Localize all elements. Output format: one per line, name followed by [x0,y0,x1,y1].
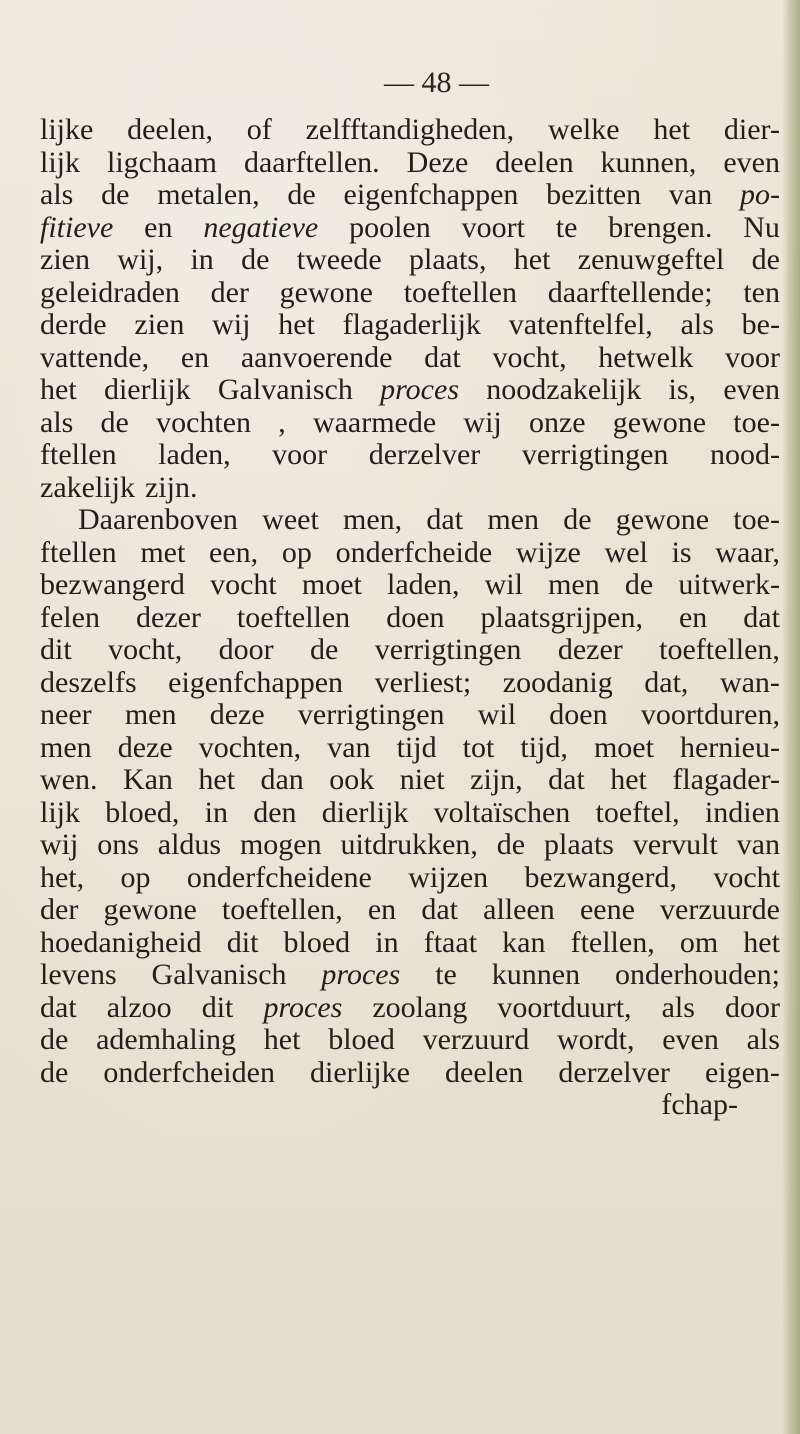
word: gewone [279,275,373,309]
word: het [653,113,691,146]
word: men [40,730,92,764]
word: nood- [709,438,780,471]
text-line [40,342,780,375]
word: zijn, [470,763,523,796]
word: door [218,633,274,666]
word: Kan [122,763,173,796]
word: een, [209,535,259,569]
text-line [40,504,780,537]
word: verzuurd [422,1023,530,1056]
word: ligchaam [107,145,217,179]
text-line [40,537,780,570]
word: ons [97,828,139,861]
word: dat [426,503,464,536]
word: zakelijk [40,470,135,504]
word: als [661,990,695,1024]
word: alzoo [106,990,172,1024]
word: uitwerk- [678,568,780,601]
word: de [40,1055,69,1089]
word: toeftellen [236,600,351,634]
word: is [671,535,692,569]
word: onderfcheiden [103,1055,275,1089]
word: fitieve [40,210,114,244]
word: voortduurt, [497,990,632,1024]
word: om [679,925,719,959]
word: van [327,730,371,764]
word: vocht, [492,340,567,374]
word: metalen, [157,178,260,211]
text-line [40,374,780,407]
word: dat, [644,665,689,699]
word: als [746,1023,780,1056]
word: deze [209,698,265,731]
word: deze [117,730,173,764]
word: het [743,925,780,959]
word: zijn. [144,470,198,504]
word: de [751,243,780,276]
word: dat [421,893,458,926]
word: zoodanig [502,665,613,699]
word: en [678,600,708,634]
word: toeftellen, [659,633,780,666]
word: dit [226,925,259,959]
word: men [124,698,177,731]
word: te [435,958,457,991]
text-line [40,667,780,700]
word: wel [604,535,648,569]
word: bloed, [105,795,180,829]
word: de [40,1023,69,1056]
word: brengen. [608,210,713,244]
text-line [40,992,780,1025]
word: verrigtingen [374,633,522,666]
word: men [548,568,600,601]
word: ten [743,275,780,309]
word: wij [40,828,79,861]
word: weet [262,503,319,536]
word: voltaïschen [433,795,571,829]
word: deelen [445,1055,524,1089]
page-number: — 48 — [384,66,489,99]
word: verliest; [374,665,472,699]
word: mogen [239,828,322,861]
text-line [40,732,780,765]
word: eigenfchappen [168,665,344,699]
word: hetwelk [598,340,694,374]
word: dierlijke [310,1055,410,1089]
word: toeftellen [403,275,517,309]
text-line [40,602,780,635]
word: dezer [135,600,201,634]
word: in [375,925,399,959]
word: dier- [723,113,780,146]
word: zelfftandigheden, [305,113,515,146]
word: zien [134,308,185,341]
word: de [310,633,339,666]
word: daarftellende; [547,275,713,309]
word: het [40,373,77,406]
word: het [198,763,236,796]
word: Galvanisch [217,373,353,406]
word: toeftel, [595,795,680,829]
word: po- [739,178,780,211]
word: te [555,210,578,244]
word: wil [477,698,517,731]
word: wan- [719,665,780,699]
word: laden, [387,568,460,601]
text-line [40,114,780,147]
text-line [40,147,780,180]
word: de [287,178,316,211]
word: laden, [158,438,231,471]
word: het [513,243,551,276]
word: het [263,1023,301,1056]
word: verzuurde [660,893,780,926]
word: even [723,145,780,179]
word: voort [461,210,525,244]
word: Galvanisch [151,958,287,991]
word: gewone [612,405,707,439]
text-line [40,829,780,862]
word: is, [668,373,697,406]
word: de [100,405,129,439]
word: dan [260,763,304,796]
word: onderfcheide [335,535,493,569]
word: wordt, [556,1023,635,1056]
word: wij, [117,243,164,276]
word: voor [272,438,328,471]
text-line [40,927,780,960]
word: moet [301,568,362,601]
word: toe- [733,503,780,536]
word: ftaat [423,925,478,959]
word: ftellen [40,438,117,471]
word: als [40,178,74,211]
word: dezer [557,633,623,666]
word: dat [548,763,585,796]
word: waarmede [312,405,437,439]
word: ftellen, [570,925,655,959]
word: vocht [210,568,277,601]
word: den [253,795,297,829]
word: met [140,535,186,569]
word: wil [484,568,523,601]
word: Daarenboven [78,503,238,536]
word: of [246,113,272,146]
word: onze [528,405,586,439]
word: van [668,178,713,211]
word: felen [40,600,100,634]
word: moet [593,730,654,764]
word: fchap- [661,1088,738,1121]
word: gewone [103,893,197,926]
word: ftellen [40,535,117,569]
word: men, [343,503,403,536]
word: flagader- [672,763,780,796]
word: vochten [156,405,252,439]
word: voortduren, [640,698,780,731]
word: wen. [40,763,98,796]
word: derde [40,308,107,341]
word: Nu [743,210,780,244]
word: kunnen, [600,145,697,179]
word: aanvoerende [240,340,393,374]
word: even [723,373,780,406]
word: vatenftelfel, [508,308,653,341]
word: het [610,763,647,796]
text-line [40,1089,780,1122]
word: aldus [157,828,222,861]
word: bezwangerd, [524,860,677,894]
word: eigenfchappen [343,178,519,211]
word: neer [40,698,92,731]
word: derzelver [368,438,481,471]
word: gewone [615,503,710,536]
word: dat [40,990,77,1024]
word: poolen [349,210,431,244]
text-line [40,309,780,342]
word: en [144,210,173,244]
word: het, [40,860,85,894]
word: derzelver [558,1055,670,1089]
word: deelen, [127,113,213,146]
word: zien [40,243,90,276]
word: en [180,340,210,374]
word: hernieu- [679,730,780,764]
word: kan [502,925,546,959]
word: toeftellen, [221,893,343,926]
word: van [736,828,780,861]
word: deszelfs [40,665,137,699]
word: flagaderlijk [342,308,481,341]
text-line [40,894,780,927]
text-line [40,277,780,310]
word: in [204,795,228,829]
word: tweede [296,243,382,276]
text-line [40,569,780,602]
word: dat [424,340,461,374]
word: bezitten [546,178,642,211]
word: op [120,860,151,894]
word: zoolang [372,990,468,1024]
word: bloed [283,925,351,959]
word: als [40,405,74,439]
word: de [496,828,526,861]
word: ook [329,763,375,796]
word: noodzakelijk [486,373,642,406]
word: dit [201,990,234,1024]
word: doen [386,600,445,634]
word: eene [579,893,635,926]
word: lijke [40,113,94,146]
word: voor [724,340,780,374]
word: vocht [713,860,780,894]
word: plaats [543,828,614,861]
word: der [210,275,249,309]
text-line [40,634,780,667]
word: de [563,503,592,536]
word: welke [547,113,620,146]
text-line [40,1057,780,1090]
word: dierlijk [321,795,409,829]
word: bezwangerd [40,568,185,601]
word: niet [399,763,445,796]
word: even [662,1023,719,1056]
word: hoedanigheid [40,925,202,959]
text-line [40,1024,780,1057]
word: ademhaling [96,1023,237,1056]
word: vochten, [198,730,302,764]
word: , [278,405,286,439]
word: door [724,990,780,1024]
word: be- [741,308,780,341]
word: tijd, [520,730,568,764]
word: de [101,178,130,211]
word: lijk [40,795,81,829]
word: tot [462,730,495,764]
word: de [241,243,270,276]
word: toe- [733,405,780,439]
word: men [487,503,539,536]
word: vocht, [108,633,183,666]
text-line [40,472,780,505]
word: uitdrukken, [340,828,478,861]
text-line [40,439,780,472]
text-line [40,959,780,992]
word: lijk [40,145,81,179]
word: deelen [495,145,574,179]
text-line [40,244,780,277]
word: waar, [715,535,780,569]
word: geleidraden [40,275,180,309]
text-line [40,862,780,895]
text-line [40,764,780,797]
word: onderfcheidene [186,860,372,894]
word: op [281,535,312,569]
word: de [624,568,654,601]
word: tijd [396,730,437,764]
word: der [40,893,79,926]
text-line [40,797,780,830]
word: negatieve [203,210,319,244]
word: wijze [515,535,581,569]
word: verrigtingen [521,438,669,471]
word: in [190,243,214,276]
word: kunnen [491,958,581,991]
word: zenuwgeftel [577,243,725,276]
word: onderhouden; [615,958,780,991]
word: daarftellen. [243,145,380,179]
word: proces [380,373,459,406]
word: proces [263,990,343,1024]
word: en [367,893,397,926]
page-edge [782,0,800,1434]
word: Deze [406,145,469,179]
word: het [278,308,315,341]
word: indien [704,795,780,829]
word: bloed [328,1023,395,1056]
word: als [680,308,714,341]
word: plaatsgrijpen, [480,600,643,634]
text-line [40,407,780,440]
text-line [40,212,780,245]
word: dat [743,600,780,634]
word: vattende, [40,340,150,374]
word: eigen- [704,1055,780,1089]
body-text [40,114,780,1122]
word: wij [463,405,502,439]
text-line [40,699,780,732]
word: alleen [483,893,555,926]
word: vervult [632,828,718,861]
word: doen [549,698,608,731]
word: wijzen [408,860,489,894]
text-line [40,179,780,212]
word: verrigtingen [297,698,445,731]
word: plaats, [409,243,487,276]
word: levens [40,958,117,991]
word: dit [40,633,72,666]
word: dierlijk [103,373,191,406]
word: proces [321,958,401,991]
word: wij [212,308,251,341]
